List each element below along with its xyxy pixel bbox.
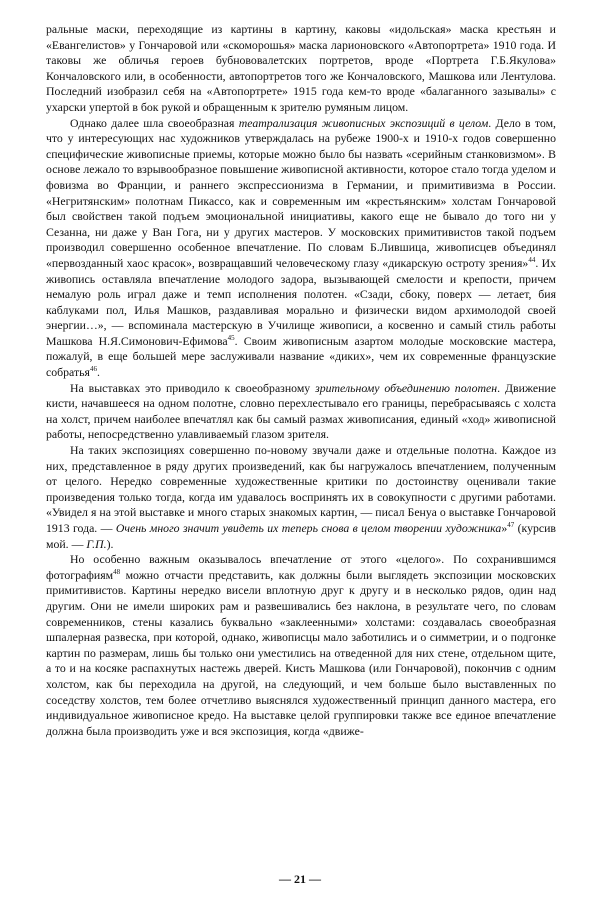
paragraph: [46, 116, 556, 381]
text-run: .: [96, 365, 100, 380]
page-number: — 21 —: [279, 872, 321, 886]
italic-text: зрительному объединению полотен: [315, 380, 498, 395]
footnote-ref: 46: [89, 365, 97, 374]
paragraph: [46, 381, 556, 443]
footnote-ref: 48: [113, 567, 121, 576]
text-run: На выставках это приводило к своеобразному: [70, 380, 316, 395]
footnote-ref: 47: [507, 521, 515, 530]
paragraph: [46, 552, 556, 739]
text-run: На таких экспозициях совершенно по-новому звучали даже и отдельные полотна. Каждое из них, представленное в ряду других произведений, как бы нагружалось впечатлением, полученным от целого. Нередко современные художественные критики по достоинству оценивали такие произведения только тогда, когда им удавалось воспринять их в совокупности с другими работами. «Увидел я на этой выставке и много старых знакомых картин, — писал Бенуа о выставке Гончаровой 1913 года. —: [46, 443, 556, 535]
text-run: »: [501, 521, 508, 535]
italic-text: Очень много значит увидеть их теперь снова в целом творении художника: [115, 521, 502, 535]
text-run: ).: [106, 536, 114, 551]
book-page-text: [46, 22, 556, 892]
text-run: . Движение кисти, начавшееся на одном полотне, словно перехлестывало его границы, перебрасываясь с холста на холст, причем наиболее впечатлял как бы самый размах живописания, единый «ход» живописной работы, непосредственно улавливаемый глазом зрителя.: [46, 380, 556, 442]
footnote-ref: 44: [528, 255, 536, 264]
footnote-ref: 45: [227, 333, 235, 342]
text-run: (курсив мой. —: [46, 521, 557, 551]
paragraph: [46, 22, 556, 116]
text-run: . Их живопись оставляла впечатление молодого задора, вызывающей смелости и крепости, причем немалую роль играл даже и темп исполнения полотен. «Сзади, сбоку, поверх — летает, бия каблуками пол, Илья Машков, раздавливая морально и физически видом архимолодой своей энергии…», — вспоминала мастерскую в Училище живописи, а косвенно и самый стиль работы Машкова Н.Я.Симонович-Ефимова: [46, 255, 556, 348]
text-run: Однако далее шла своеобразная: [70, 115, 239, 130]
italic-text: театрализация живописных экспозиций в целом: [238, 115, 489, 130]
text-run: . Своим живописным азартом молодые московские мастера, пожалуй, в еще большей мере заслуживали название «диких», чем их современные французские собратья: [46, 333, 557, 380]
text-run: Но особенно важным оказывалось впечатление от этого «целого». По сохранившимся фотографиям: [46, 552, 556, 582]
paragraph: [46, 443, 556, 552]
text-run: ральные маски, переходящие из картины в картину, каковы «идольская» маска крестьян и «Евангелистов» у Гончаровой или «скоморошья» маска ларионовского «Автопортрета» 1910 года. И таковы же обличья героев бубнововалетских портретов, вроде «Портрета Г.Б.Якулова» Кончаловского или, в особенности, автопортретов того же Кончаловского, Машкова или Лентулова. Последний изобразил себя на «Автопортрете» 1915 года кем-то вроде «балаганного зазывалы» с ухарски упертой в бок рукой и обращенным к зрителю румяным лицом.: [46, 22, 556, 114]
text-run: можно отчасти представить, как должны были выглядеть экспозиции московских примитивистов. Картины нередко висели вплотную друг к другу и в несколько рядов, один над другим. Они не имели широких рам и развешивались без наклона, в результате чего, по словам современников, стены казались буквально «заклеенными» холстами: создавалась своеобразная шпалерная развеска, при которой, однако, живописцы мало заботились и о симметрии, и о подгонке картин по размерам, лишь бы только они уместились на отведенной для них стене, отдельном щите, а то и на косяке распахнутых настежь дверей. Кисть Машкова (или Гончаровой), покончив с одним холстом, как бы переходила на другой, на следующий, и чем больше было выставленных по соседству холстов, тем более отчетливо выяснялся художественный принцип данного мастера, его индивидуальное живописное кредо. На выставке целой группировки также все единое впечатление должна была производить уже и вся экспозиция, когда «движе-: [46, 567, 556, 738]
italic-text: Г.П.: [86, 536, 107, 551]
text-run: . Дело в том, что у интересующих нас художников утверждалась на рубеже 1900-х и 1910-х годов совершенно специфические живописные приемы, которые можно было бы назвать «серийным станковизмом». В основе лежало то взрывообразное повышение живописной активности, которое стало тогда уделом и фовизма во Франции, и раннего экспрессионизма в Германии, и примитивизма в России. «Негритянским» полотнам Пикассо, как и современным им «крестьянским» холстам Гончаровой был свойствен такой подъем эмоциональной инициативы, какого еще не бывало до того ни у Сезанна, ни даже у Ван Гога, ни у других мастеров. У московских примитивистов такой подъем производил совершенно особенное впечатление. По словам Б.Лившица, живописцев объединял «первозданный хаос красок», возвращавший человеческому глазу «дикарскую остроту зрения»: [46, 115, 556, 270]
